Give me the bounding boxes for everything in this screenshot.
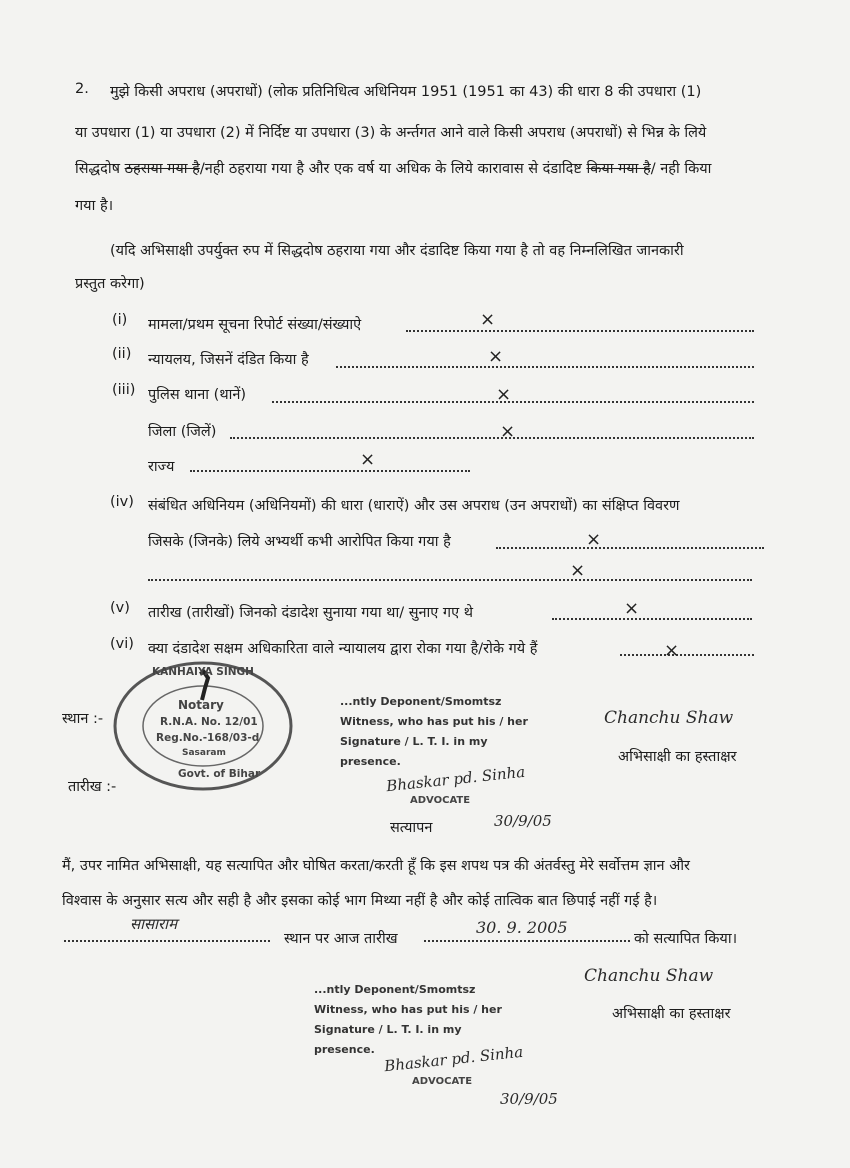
- para2-line3-c: / नही किया: [650, 161, 712, 177]
- para2-line3-a: सिद्धदोष: [75, 161, 120, 177]
- item-iv-line1: संबंधित अधिनियम (अधिनियमों) की धारा (धाराऐं) और उस अपराध (उन अपराधों) का संक्षिप्त विवरण: [148, 498, 680, 514]
- item-i-label: मामला/प्रथम सूचना रिपोर्ट संख्या/संख्याऐ: [148, 317, 362, 333]
- witness-stamp-1: [340, 692, 528, 772]
- deponent-signature-1: Chanchu Shaw: [604, 708, 734, 728]
- note-line1: (यदि अभिसाक्षी उपर्युक्त रुप में सिद्धदोष ठहराया गया और दंडादिष्ट किया गया है तो वह निम्नलिखित जानकारी: [110, 243, 684, 259]
- state-dotted-line: [190, 470, 470, 472]
- item-vi-dotted-line: [620, 654, 754, 656]
- verify-line1: मैं, उपर नामित अभिसाक्षी, यह सत्यापित और घोषित करता/करती हूँ कि इस शपथ पत्र की अंतर्वस्तु मेरे सर्वोत्तम ज्ञान और: [62, 858, 690, 874]
- item-i-number: (i): [112, 312, 128, 328]
- para2-line4: गया है।: [75, 198, 114, 214]
- item-vi-label: क्या दंडादेश सक्षम अधिकारिता वाले न्यायालय द्वारा रोका गया है/रोके गये हैं: [148, 641, 538, 657]
- notary-stamp: [112, 660, 294, 792]
- item-iv-number: (iv): [110, 494, 134, 510]
- date-label: तारीख :-: [68, 779, 117, 795]
- item-iii-cross-mark: ×: [496, 384, 512, 405]
- deponent-signature-2: Chanchu Shaw: [584, 966, 714, 986]
- deponent-sign-label-1: अभिसाक्षी का हस्ताक्षर: [618, 749, 737, 765]
- item-ii-dotted-line: [336, 366, 754, 368]
- verify-date-dotted-line: [424, 940, 630, 942]
- verify-place-value: सासाराम: [130, 915, 178, 933]
- para2-line2: या उपधारा (1) या उपधारा (2) में निर्दिष्ट या उपधारा (3) के अर्न्तगत आने वाले किसी अपराध (अपराधों) से भिन्न के लिये: [75, 125, 707, 141]
- verification-title: सत्यापन: [390, 820, 433, 836]
- witness-line3: Signature / L. T. I. in my: [340, 735, 488, 748]
- item-v-number: (v): [110, 600, 130, 616]
- district-dotted-line: [230, 437, 754, 439]
- stamp-place: Sasaram: [182, 748, 226, 758]
- stamp-reg2: Reg.No.-168/03-d: [156, 732, 260, 744]
- witness-line4: presence.: [340, 755, 401, 768]
- witness2-line2: Witness, who has put his / her: [314, 1003, 502, 1016]
- advocate-signature-1: Bhaskar pd. Sinha: [385, 762, 526, 796]
- witness-line2: Witness, who has put his / her: [340, 715, 528, 728]
- item-ii-label: न्यायलय, जिसनें दंडित किया है: [148, 352, 309, 368]
- witness2-line4: presence.: [314, 1043, 375, 1056]
- stamp-name: KANHAIYA SINGH: [152, 666, 254, 678]
- verify-line2: विश्वास के अनुसार सत्य और सही है और इसका कोई भाग मिथ्या नहीं है और कोई तात्विक बात छिपाई नहीं गई है।: [62, 893, 658, 909]
- item-v-dotted-line: [552, 618, 752, 620]
- item-ii-cross-mark: ×: [488, 346, 504, 367]
- item-vi-cross-mark: ×: [664, 640, 680, 661]
- item-i-cross-mark: ×: [480, 309, 496, 330]
- verify-place-dotted-line: [64, 940, 270, 942]
- advocate-date-2: 30/9/05: [500, 1090, 558, 1108]
- item-iv-line2: जिसके (जिनके) लिये अभ्यर्थी कभी आरोपित किया गया है: [148, 534, 451, 550]
- district-cross-mark: ×: [500, 421, 516, 442]
- item-iv-dotted-line: [496, 547, 764, 549]
- item-iv-dotted-line-2: [148, 579, 752, 581]
- advocate-stamp-2: ADVOCATE: [412, 1076, 473, 1087]
- stamp-reg1: R.N.A. No. 12/01: [160, 716, 258, 728]
- note-line2: प्रस्तुत करेगा): [75, 276, 145, 292]
- para2-line1: मुझे किसी अपराध (अपराधों) (लोक प्रतिनिधित्व अधिनियम 1951 (1951 का 43) की धारा 8 की उपधारा (1): [110, 84, 702, 100]
- item-v-label: तारीख (तारीखों) जिनको दंडादेश सुनाया गया था/ सुनाए गए थे: [148, 605, 473, 621]
- item-v-cross-mark: ×: [624, 598, 640, 619]
- stamp-govt: Govt. of Bihar: [178, 768, 261, 780]
- district-label: जिला (जिलें): [148, 424, 217, 440]
- item-ii-number: (ii): [112, 346, 132, 362]
- item-vi-number: (vi): [110, 636, 134, 652]
- place-label: स्थान :-: [62, 711, 104, 727]
- witness2-line3: Signature / L. T. I. in my: [314, 1023, 462, 1036]
- advocate-date-1: 30/9/05: [494, 812, 552, 830]
- verify-line3-end: को सत्यापित किया।: [634, 931, 738, 947]
- advocate-signature-2: Bhaskar pd. Sinha: [383, 1042, 524, 1076]
- item-iii-label: पुलिस थाना (थानें): [148, 387, 247, 403]
- struck-text: ठहराया गया है: [124, 161, 200, 177]
- state-label: राज्य: [148, 459, 175, 475]
- item-iv-cross-mark: ×: [586, 529, 602, 550]
- advocate-stamp-1: ADVOCATE: [410, 795, 471, 806]
- verify-date-value: 30. 9. 2005: [476, 918, 568, 937]
- para-number: 2.: [75, 81, 89, 97]
- state-cross-mark: ×: [360, 449, 376, 470]
- deponent-sign-label-2: अभिसाक्षी का हस्ताक्षर: [612, 1006, 731, 1022]
- verify-line3-mid: स्थान पर आज तारीख: [284, 931, 398, 947]
- para2-line3-b: /नही ठहराया गया है और एक वर्ष या अधिक के लिये कारावास से दंडादिष्ट: [199, 161, 582, 177]
- witness2-line1: ...ntly Deponent/Smomtsz: [314, 983, 476, 996]
- struck-text: किया गया है: [586, 161, 651, 177]
- para2-line3: [75, 158, 711, 178]
- item-iii-dotted-line: [272, 401, 754, 403]
- stamp-title: Notary: [178, 698, 224, 712]
- witness-line1: ...ntly Deponent/Smomtsz: [340, 695, 502, 708]
- item-iv-cross-mark-2: ×: [570, 560, 586, 581]
- item-iii-number: (iii): [112, 382, 136, 398]
- item-i-dotted-line: [406, 330, 754, 332]
